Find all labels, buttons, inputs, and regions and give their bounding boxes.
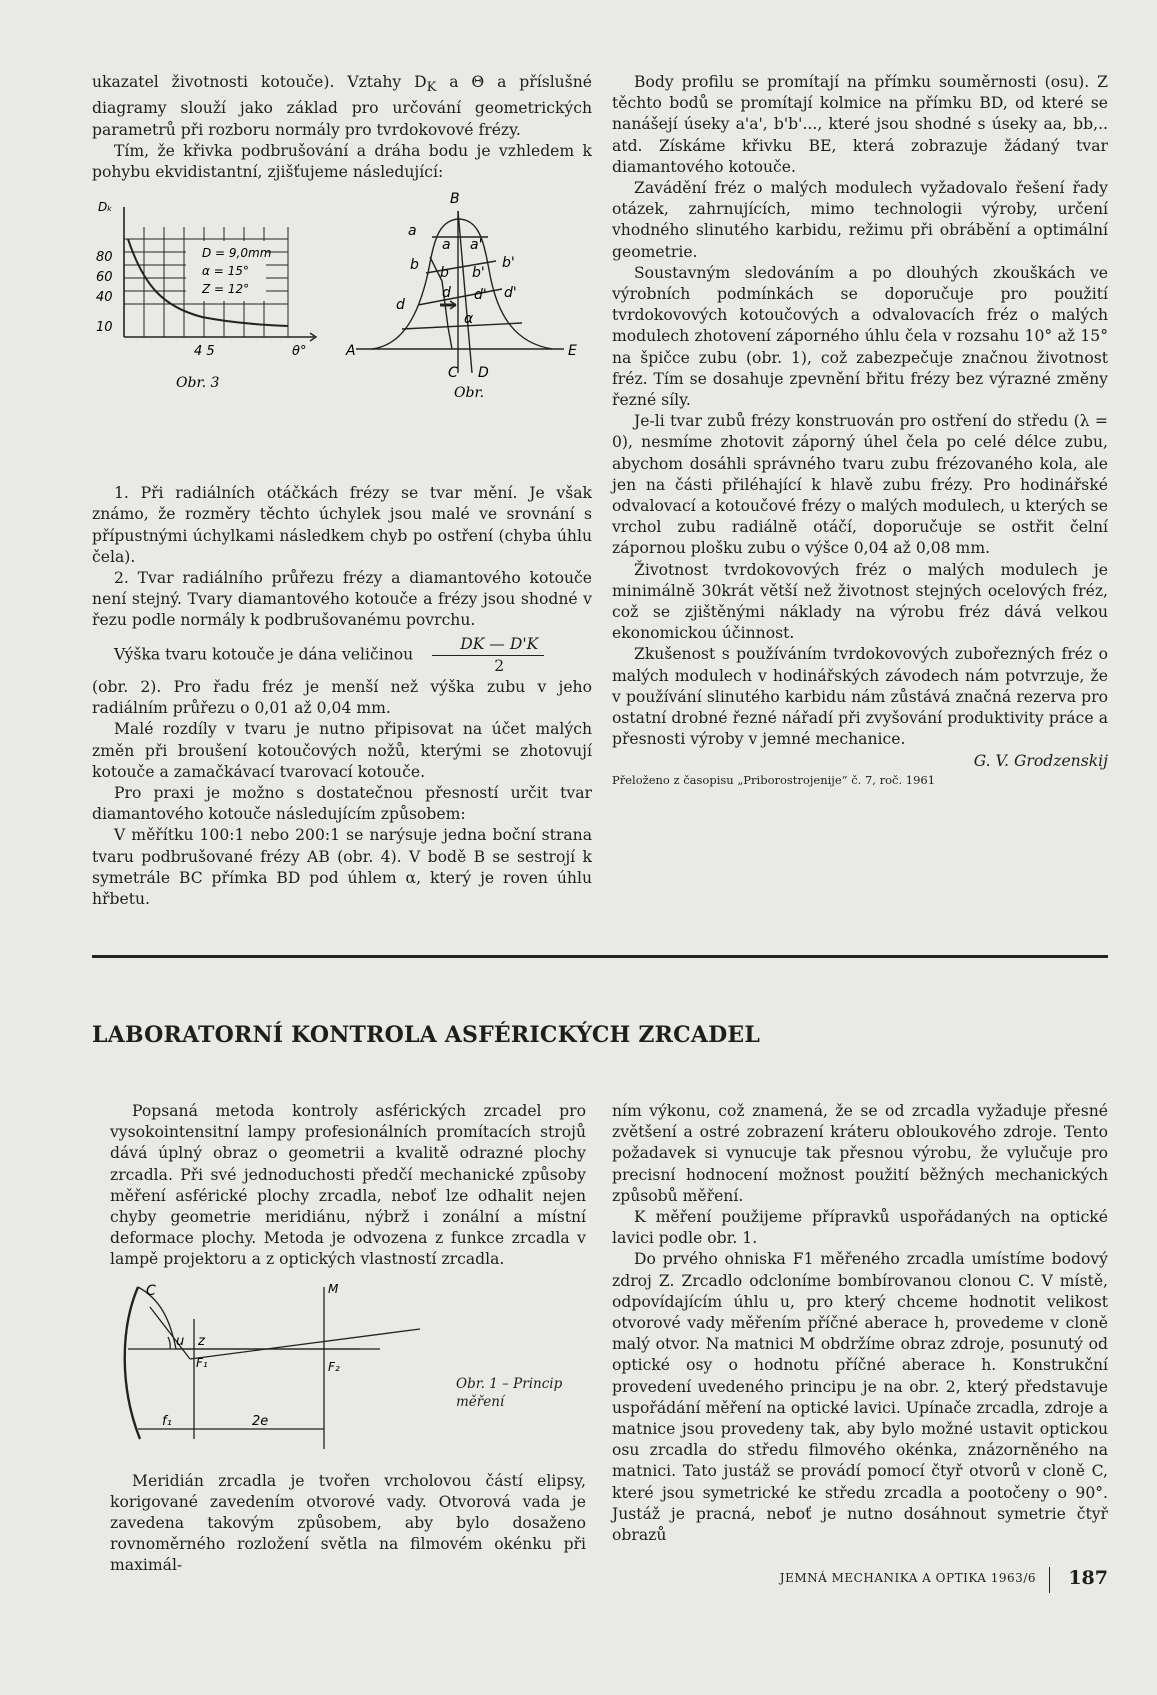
- paragraph: Popsaná metoda kontroly asférických zrcadel pro vysokointensitní lampy profesionálních promítacích strojů dává úplný obraz o geometrii a kvalitě odrazné plochy zrcadla. Při své jednoduchosti předčí mechanické způsoby měření asférické plochy zrcadla, neboť lze odhalit nejen chyby geometrie meridiánu, nýbrž i zonální a místní deformace plochy. Metoda je odvozena z funkce zrcadla v lampě projektoru a z optických vlastností zrcadla.: [110, 1102, 586, 1269]
- author-signature: G. V. Grodzenskij: [973, 751, 1108, 770]
- point-label: C: [448, 365, 458, 382]
- paragraph: Výška tvaru kotouče je dána veličinou $\frac{DK — D'K}{2}$: [92, 634, 592, 677]
- figure-1-caption: Obr. 1 – Princip měření: [456, 1375, 563, 1410]
- figure-2-profile: [332, 177, 592, 467]
- paragraph: Tím, že křivka podbrušování a dráha bodu je vzhledem k pohybu ekvidistantní, zjišťujeme následující:: [92, 141, 592, 181]
- point-label: a': [470, 237, 483, 254]
- figure-2-caption: Obr.: [454, 385, 485, 402]
- figure-3-caption: Obr. 3: [176, 375, 220, 392]
- figure-1-diagram: [110, 1279, 450, 1457]
- point-label: d: [396, 297, 405, 314]
- footer-divider: [1049, 1567, 1051, 1593]
- label-z: z: [198, 1333, 205, 1349]
- point-label: a: [442, 237, 451, 254]
- point-label: b': [472, 265, 485, 282]
- top-right-column: [612, 72, 1108, 788]
- top-left-column: [92, 72, 592, 910]
- label-u: u: [176, 1333, 185, 1349]
- paragraph: Zavádění fréz o malých modulech vyžadovalo řešení řady otázek, zahrnujících, mimo technologii výroby, určení vhodného slinutého karbidu, režimu při obrábění a optimální geometrie.: [612, 179, 1108, 261]
- point-label: d: [442, 285, 451, 302]
- point-label: a: [408, 223, 417, 240]
- point-label: B: [450, 191, 460, 208]
- journal-title: JEMNÁ MECHANIKA A OPTIKA 1963/6: [779, 1571, 1036, 1585]
- point-label: A: [346, 343, 356, 360]
- bottom-left-column: [110, 1101, 586, 1577]
- point-label: d': [474, 287, 487, 304]
- paragraph: Životnost tvrdokovových fréz o malých modulech je minimálně 30krát větší než životnost stejných ocelových fréz, což se zjištěnými náklady na výrobu fréz dává velkou ekonomickou účinnost.: [612, 560, 1108, 643]
- page-number: 187: [1068, 1567, 1108, 1589]
- paragraph: (obr. 2). Pro řadu fréz je menší než výška zubu v jeho radiálním průřezu o 0,01 až 0,04 mm.: [92, 677, 592, 718]
- paragraph: 2. Tvar radiálního průřezu frézy a diamantového kotouče není stejný. Tvary diamantového kotouče a frézy jsou shodné v řezu podle normály k podbrušovanému povrchu.: [92, 568, 592, 630]
- formula-fraction: $\frac{DK — D'K}{2}$: [432, 634, 544, 677]
- page-footer: [760, 1567, 1108, 1593]
- paragraph: 1. Při radiálních otáčkách frézy se tvar mění. Je však známo, že rozměry těchto úchylek jsou malé ve srovnání s přípustnými úchylkami následkem chyb po ostření (chyba úhlu čela).: [92, 484, 592, 566]
- param-label: D = 9,0mm: [202, 246, 272, 261]
- point-label: E: [568, 343, 577, 360]
- diagram-y-label: Dₖ: [98, 200, 113, 215]
- label-m: M: [328, 1281, 339, 1296]
- paragraph: Je-li tvar zubů frézy konstruován pro ostření do středu (λ = 0), nesmíme zhotovit záporný úhel čela po celé délce zubu, abychom dosáhli správného tvaru zubu frézovaného kola, ale jen na části přiléhající k hlavě zubu frézy. Pro hodinářské odvalovací a kotoučové frézy o malých modulech, u kterých se vrchol zubu radiálně otáčí, doporučuje se ostřit čelní zápornou plošku zubu o výšce 0,04 až 0,08 mm.: [612, 412, 1108, 558]
- bottom-right-column: [612, 1101, 1108, 1546]
- paragraph: Soustavným sledováním a po dlouhých zkouškách ve výrobních podmínkách se doporučuje pro použití tvrdokovových kotoučových a odvalovacích fréz o malých modulech zhotovení záporného úhlu čela v rozsahu 10° až 15° na špičce zubu (obr. 1), což zabezpečuje značnou životnost fréz. Tím se dosahuje zpevnění břitu frézy bez výrazné změny řezné síly.: [612, 263, 1108, 410]
- section-divider: [92, 955, 1108, 958]
- angle-label: α: [464, 311, 474, 328]
- paragraph: Body profilu se promítají na přímku souměrnosti (osu). Z těchto bodů se promítají kolmice na přímku BD, od které se nanášejí úseky a'a', b'b'..., které jsou shodné s úseky aa, bb,.. atd. Získáme křivku BE, která zobrazuje žádaný tvar diamantového kotouče.: [612, 73, 1108, 176]
- label-c: C: [146, 1282, 156, 1299]
- paragraph: Pro praxi je možno s dostatečnou přesností určit tvar diamantového kotouče následujícím způsobem:: [92, 783, 592, 824]
- y-tick: 80: [96, 250, 113, 266]
- y-tick: 60: [96, 270, 113, 286]
- label-2e: 2e: [252, 1413, 269, 1429]
- paragraph: ním výkonu, což znamená, že se od zrcadla vyžaduje přesné zvětšení a ostré zobrazení kráteru obloukového zdroje. Tento požadavek si vynucuje tak přesnou výrobu, že vylučuje pro precisní hodnocení možnost použití běžných mechanických způsobů měření.: [612, 1102, 1108, 1205]
- label-f2: F₂: [328, 1359, 340, 1374]
- paragraph: K měření použijeme přípravků uspořádaných na optické lavici podle obr. 1.: [612, 1208, 1108, 1248]
- param-label: α = 15°: [202, 264, 249, 279]
- y-tick: 10: [96, 320, 113, 336]
- paragraph: Zkušenost s používáním tvrdokovových zubořezných fréz o malých modulech v hodinářských závodech nám potvrzuje, že v používání slinutého karbidu nám zůstává značná rezerva pro ostatní drobné řezné nářadí při zvyšování produktivity práce a přesnosti výroby v jemné mechanice.: [612, 645, 1108, 749]
- paragraph: Malé rozdíly v tvaru je nutno připisovat na účet malých změn při broušení kotoučových nožů, kterými se zhotovují kotouče a zamačkávací tvarovací kotouče.: [92, 720, 592, 781]
- figure-1-area: [110, 1279, 586, 1457]
- param-label: Z = 12°: [202, 282, 250, 297]
- y-tick: 40: [96, 290, 113, 306]
- figures-row: [92, 187, 592, 477]
- label-f1-point: F₁: [196, 1355, 208, 1370]
- label-f1: f₁: [162, 1413, 172, 1429]
- point-label: D: [478, 365, 489, 382]
- paragraph: V měřítku 100:1 nebo 200:1 se narýsuje jedna boční strana tvaru podbrušované frézy AB (obr. 4). V bodě B se sestrojí k symetrále BC přímka BD pod úhlem α, který je roven úhlu hřbetu.: [92, 826, 592, 908]
- paragraph: Meridián zrcadla je tvořen vrcholovou částí elipsy, korigované zavedením otvorové vady. Otvorová vada je zavedena takovým způsobem, aby bylo dosaženo rovnoměrného rozložení světla na filmovém okénku při maximál-: [110, 1471, 586, 1575]
- point-label: b: [410, 257, 419, 274]
- x-tick: 4 5: [194, 344, 215, 360]
- point-label: b: [440, 265, 449, 282]
- point-label: d': [504, 285, 517, 302]
- paragraph: Do prvého ohniska F1 měřeného zrcadla umístíme bodový zdroj Z. Zrcadlo odcloníme bombírovanou clonou C. V místě, odpovídajícím úhlu u, pro který chceme hodnotit velikost otvorové vady měřením příčné aberace h, provedeme v cloně malý otvor. Na matnici M obdržíme obraz zdroje, posunutý od optické osy o hodnotu příčné aberace h. Konstrukční provedení uvedeného principu je na obr. 2, který představuje uspořádání měření na optické lavici. Upínače zrcadla, zdroje a matnice jsou provedeny tak, aby bylo možné ustavit optickou osu zrcadla do středu filmového okénka, znázorněného na matnici. Tato justáž se provádí pomocí čtyř otvorů v cloně C, které jsou symetrické ke středu zrcadla a pootočeny o 90°. Justáž je pracná, neboť je nutno dosáhnout symetrie čtyř obrazů: [612, 1250, 1108, 1545]
- paragraph: ukazatel životnosti kotouče). Vztahy $D_K$ a Θ a příslušné diagramy slouží jako základ pro určování geometrických parametrů při rozboru normály pro tvrdokovové frézy.: [92, 73, 592, 139]
- x-tick: θ°: [292, 344, 307, 360]
- point-label: b': [502, 255, 515, 272]
- figure-3-diagram: [92, 187, 322, 477]
- source-note: Přeloženo z časopisu „Priborostrojenije“ č. 7, roč. 1961: [612, 772, 936, 787]
- article-heading: LABORATORNÍ KONTROLA ASFÉRICKÝCH ZRCADEL: [92, 1022, 761, 1048]
